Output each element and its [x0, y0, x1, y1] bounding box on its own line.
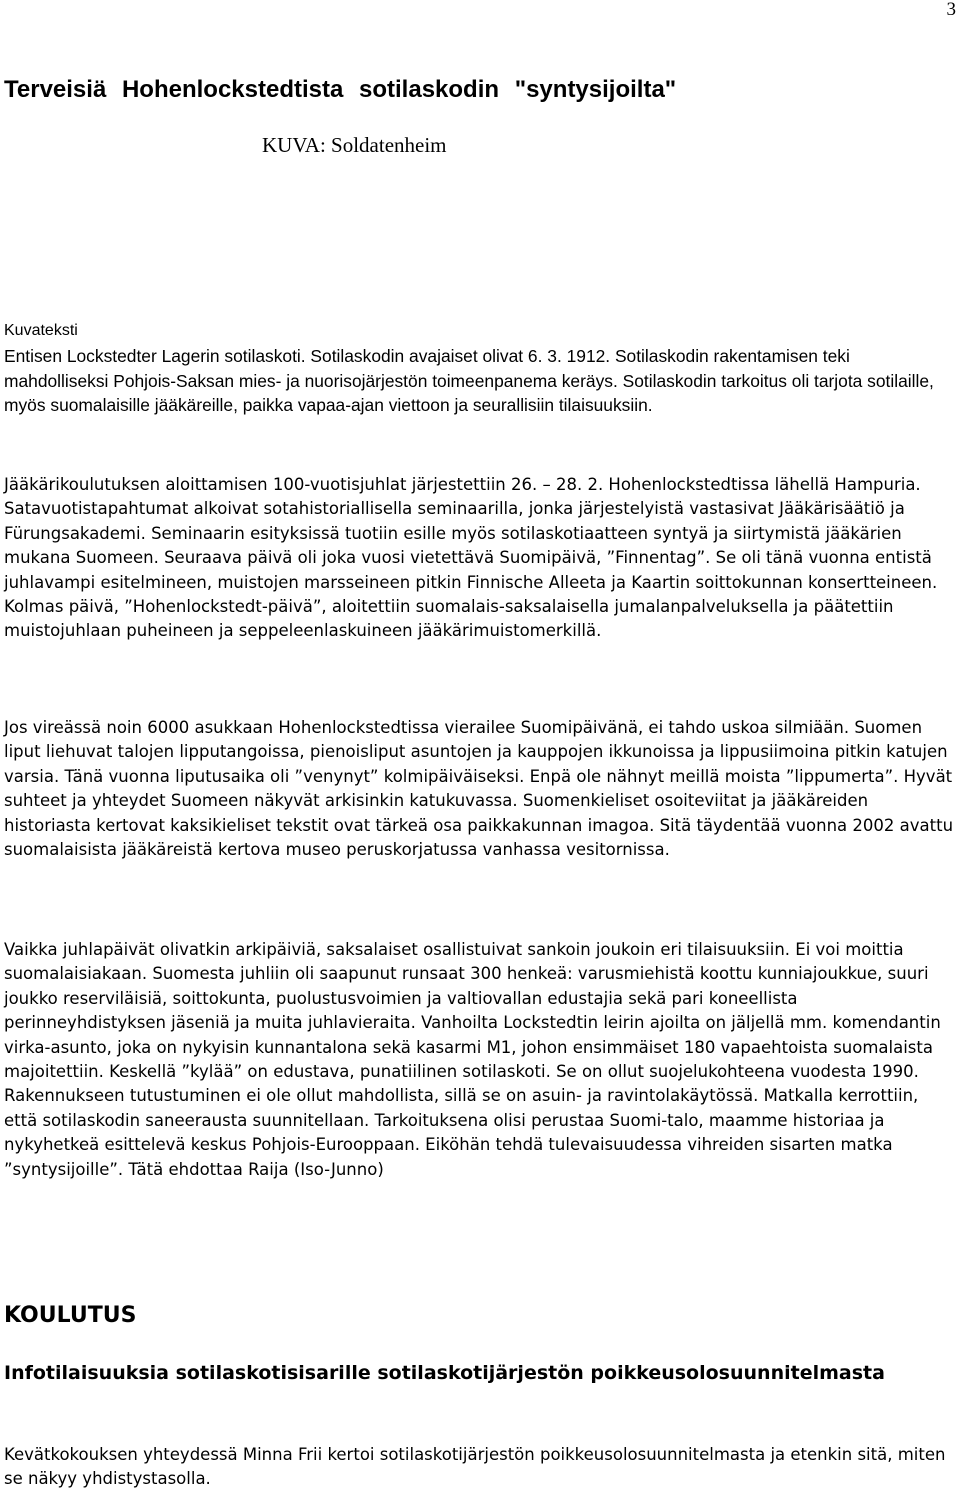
- article-paragraph: Jos vireässä noin 6000 asukkaan Hohenlockstedtissa vierailee Suomipäivänä, ei tahdo uskoa silmiään. Suomen liput liehuvat talojen lipputangoissa, pienoisliput asuntojen ja kauppojen ikkunoissa ja lippusiimoina pitkin katujen varsia. Tänä vuonna liputusaika oli ”venynyt” kolmipäiväiseksi. Enpä ole nähnyt meillä moista ”lippumerta”. Hyvät suhteet ja yhteydet Suomeen näkyvät arkisinkin katukuvassa. Suomenkieliset osoiteviitat ja jääkäreiden historiasta kertovat kaksikieliset tekstit ovat tärkeä osa paikkakunnan imagoa. Sitä täydentää vuonna 2002 avattu suomalaisista jääkäreistä kertova museo peruskorjatussa vanhassa vesitornissa.: [4, 718, 954, 860]
- photo-credit: KUVA: Soldatenheim: [262, 133, 447, 157]
- section-heading: KOULUTUS: [4, 1303, 137, 1328]
- caption-label: Kuvateksti: [4, 322, 78, 339]
- caption-text: Entisen Lockstedter Lagerin sotilaskoti. Sotilaskodin avajaiset olivat 6. 3. 1912. Sotilaskodin rakentamisen teki mahdolliseksi Pohjois-Saksan mies- ja nuorisojärjestön toimeenpanema keräys. Sotilaskodin tarkoitus oli tarjota sotilaille, myös suomalaisille jääkäreille, paikka vapaa-ajan viettoon ja seurallisiin tilaisuuksiin.: [4, 346, 934, 415]
- article-title: Terveisiä Hohenlockstedtista sotilaskodin "syntysijoilta": [4, 76, 677, 103]
- page-number: 3: [946, 0, 956, 20]
- section-paragraph: Kevätkokouksen yhteydessä Minna Frii kertoi sotilaskotijärjestön poikkeusolosuunnitelmasta ja etenkin sitä, miten se näkyy yhdistystasolla.: [4, 1445, 946, 1489]
- article-paragraph: Vaikka juhlapäivät olivatkin arkipäiviä, saksalaiset osallistuivat sankoin joukoin eri tilaisuuksiin. Ei voi moittia suomalaisiakaan. Suomesta juhliin oli saapunut runsaat 300 henkeä: varusmiehistä koottu kunniajoukkue, suuri joukko reserviläisiä, soittokunta, puolustusvoimien ja valtiovallan edustajia sekä pari koneellista perinneyhdistyksen jäseniä ja muita juhlavieraita. Vanhoilta Lockstedtin leirin ajoilta on jäljellä mm. komendantin virka-asunto, joka on nykyisin kunnantalona sekä kasarmi M1, johon ensimmäiset 180 vapaehtoista suomalaista majoitettiin. Keskellä ”kylää” on edustava, punatiilinen sotilaskoti. Se on ollut suojelukohteena vuodesta 1990. Rakennukseen tutustuminen ei ole ollut mahdollista, sillä se on asuin- ja ravintolakäytössä. Matkalla kerrottiin, että sotilaskodin saneerausta suunnitellaan. Tarkoituksena olisi perustaa Suomi-talo, maamme historiaa ja nykyhetkeä esittelevä keskus Pohjois-Eurooppaan. Eiköhän tehdä tulevaisuudessa vihreiden sisarten matka ”syntysijoille”. Tätä ehdottaa Raija (Iso-Junno): [4, 940, 941, 1179]
- section-subheading: Infotilaisuuksia sotilaskotisisarille sotilaskotijärjestön poikkeusolosuunnitelmasta: [4, 1362, 885, 1384]
- article-paragraph: Jääkärikoulutuksen aloittamisen 100-vuotisjuhlat järjestettiin 26. – 28. 2. Hohenlockstedtissa lähellä Hampuria. Satavuotistapahtumat alkoivat sotahistoriallisella seminaarilla, jonka järjestelyistä vastasivat Jääkärisäätiö ja Fürungsakademi. Seminaarin esityksissä tuotiin esille myös sotilaskotiaatteen syntyä ja siirtymistä jääkärien mukana Suomeen. Seuraava päivä oli joka vuosi vietettävä Suomipäivä, ”Finnentag”. Se oli tänä vuonna entistä juhlavampi esitelmineen, muistojen marsseineen pitkin Finnische Alleeta ja Kaartin soittokunnan konsertteineen. Kolmas päivä, ”Hohenlockstedt-päivä”, aloitettiin suomalais-saksalaisella jumalanpalveluksella ja päätettiin muistojuhlaan puheineen ja seppeleenlaskuineen jääkärimuistomerkillä.: [4, 475, 938, 641]
